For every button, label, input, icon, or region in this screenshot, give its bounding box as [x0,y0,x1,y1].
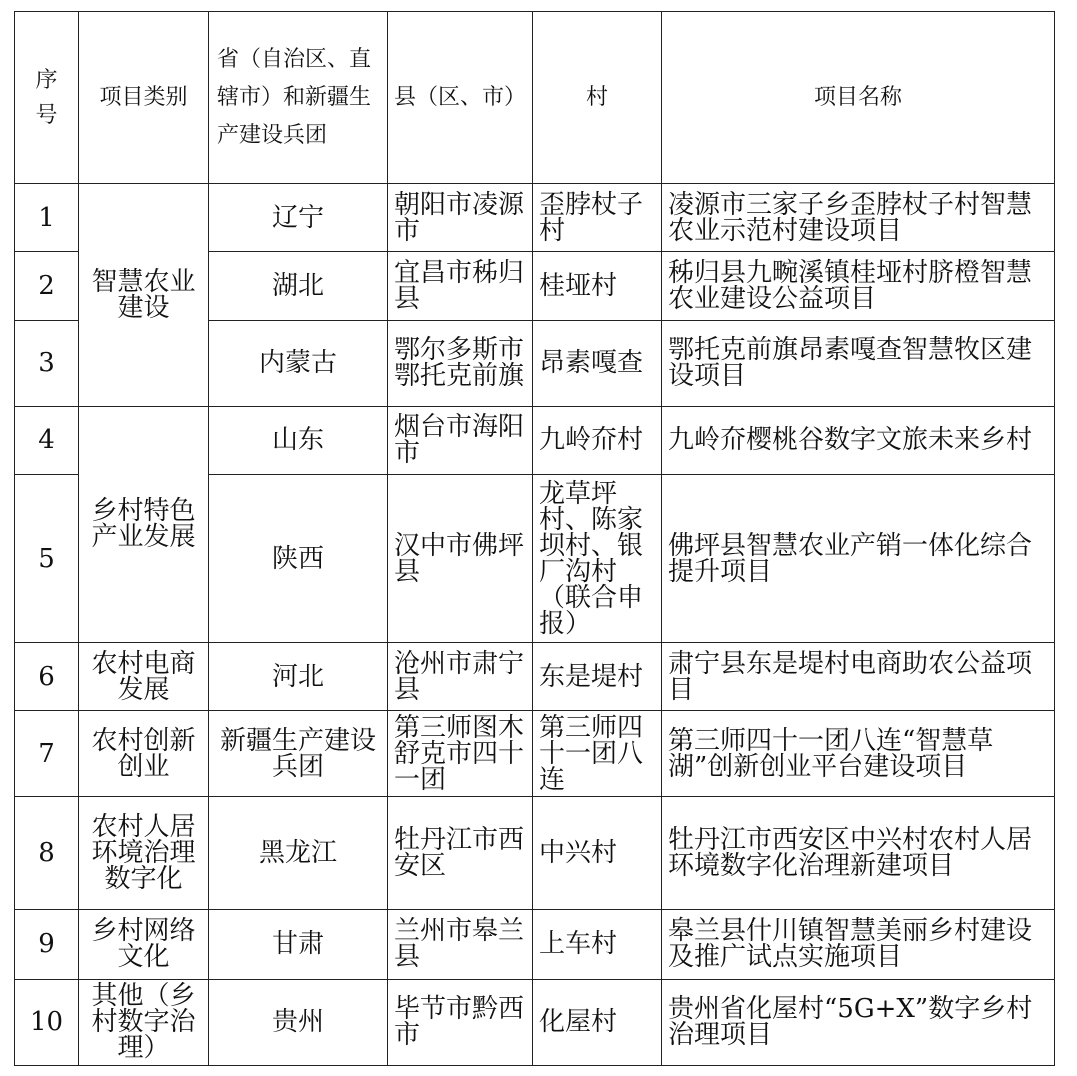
project-name-cell: 牡丹江市西安区中兴村农村人居环境数字化治理新建项目 [662,797,1055,909]
project-name-cell: 皋兰县什川镇智慧美丽乡村建设及推广试点实施项目 [662,909,1055,979]
village-cell: 龙草坪村、陈家坝村、银厂沟村（联合申报） [533,474,662,642]
village-cell: 中兴村 [533,797,662,909]
province-cell: 黑龙江 [209,797,388,909]
county-cell: 沧州市肃宁县 [388,643,533,711]
county-cell: 宜昌市秭归县 [388,252,533,320]
row-no: 2 [15,252,79,320]
table-row [15,643,1055,711]
row-no: 5 [15,474,79,642]
county-cell: 牡丹江市西安区 [388,797,533,909]
county-cell: 烟台市海阳市 [388,406,533,474]
project-name-cell: 鄂托克前旗昂素嘎查智慧牧区建设项目 [662,320,1055,406]
province-cell: 辽宁 [209,184,388,252]
county-cell: 鄂尔多斯市鄂托克前旗 [388,320,533,406]
province-cell: 甘肃 [209,909,388,979]
county-cell: 朝阳市凌源市 [388,184,533,252]
project-name-cell: 肃宁县东是堤村电商助农公益项目 [662,643,1055,711]
category-cell: 农村人居环境治理数字化 [79,797,209,909]
village-cell: 桂垭村 [533,252,662,320]
header-category: 项目类别 [79,12,209,184]
province-cell: 贵州 [209,979,388,1065]
village-cell: 第三师四十一团八连 [533,711,662,797]
row-no: 3 [15,320,79,406]
project-name-cell: 九岭夼樱桃谷数字文旅未来乡村 [662,406,1055,474]
category-cell: 农村创新创业 [79,711,209,797]
category-cell: 智慧农业建设 [79,184,209,406]
row-no: 7 [15,711,79,797]
header-village: 村 [533,12,662,184]
province-cell: 陕西 [209,474,388,642]
project-name-cell: 第三师四十一团八连“智慧草湖”创新创业平台建设项目 [662,711,1055,797]
table-header-row [15,12,1055,184]
province-cell: 新疆生产建设兵团 [209,711,388,797]
table-row [15,909,1055,979]
row-no: 8 [15,797,79,909]
project-name-cell: 凌源市三家子乡歪脖杖子村智慧农业示范村建设项目 [662,184,1055,252]
county-cell: 兰州市皋兰县 [388,909,533,979]
project-name-cell: 佛坪县智慧农业产销一体化综合提升项目 [662,474,1055,642]
header-name: 项目名称 [662,12,1055,184]
project-name-cell: 贵州省化屋村“5G+X”数字乡村治理项目 [662,979,1055,1065]
table-row [15,406,1055,474]
row-no: 9 [15,909,79,979]
category-cell: 农村电商发展 [79,643,209,711]
document-page [14,11,1054,1066]
header-province: 省（自治区、直辖市）和新疆生产建设兵团 [209,12,388,184]
village-cell: 东是堤村 [533,643,662,711]
village-cell: 九岭夼村 [533,406,662,474]
header-county: 县（区、市） [388,12,533,184]
category-cell: 乡村特色产业发展 [79,406,209,642]
header-no: 序号 [15,12,79,184]
category-cell: 其他（乡村数字治理） [79,979,209,1065]
village-cell: 化屋村 [533,979,662,1065]
row-no: 6 [15,643,79,711]
project-name-cell: 秭归县九畹溪镇桂垭村脐橙智慧农业建设公益项目 [662,252,1055,320]
table-row [15,184,1055,252]
row-no: 10 [15,979,79,1065]
table-row [15,979,1055,1065]
county-cell: 毕节市黔西市 [388,979,533,1065]
province-cell: 湖北 [209,252,388,320]
county-cell: 汉中市佛坪县 [388,474,533,642]
project-table [14,11,1055,1066]
table-row [15,797,1055,909]
village-cell: 上车村 [533,909,662,979]
table-row [15,711,1055,797]
row-no: 1 [15,184,79,252]
county-cell: 第三师图木舒克市四十一团 [388,711,533,797]
village-cell: 歪脖杖子村 [533,184,662,252]
province-cell: 山东 [209,406,388,474]
province-cell: 内蒙古 [209,320,388,406]
village-cell: 昂素嘎查 [533,320,662,406]
row-no: 4 [15,406,79,474]
province-cell: 河北 [209,643,388,711]
category-cell: 乡村网络文化 [79,909,209,979]
